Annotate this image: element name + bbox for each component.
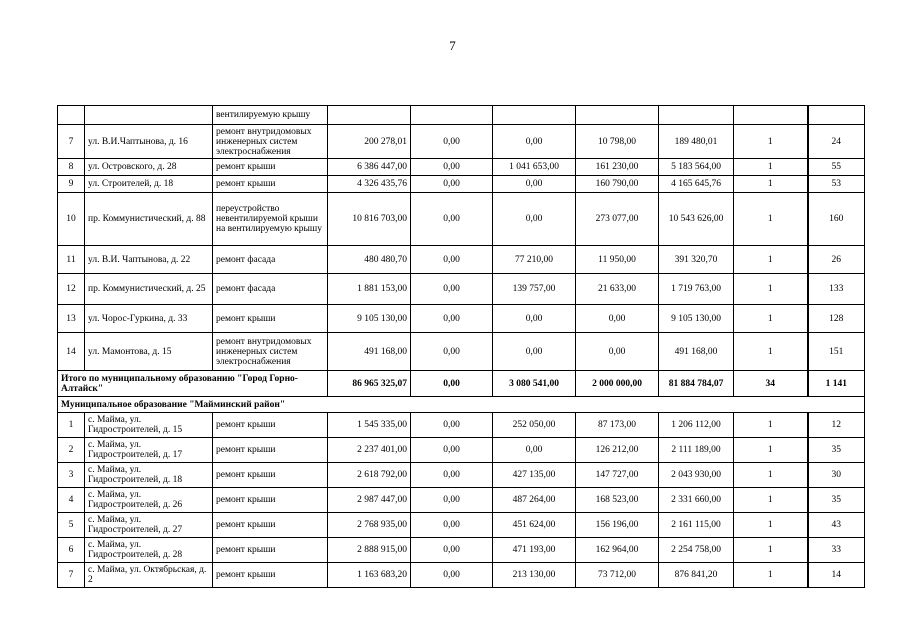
regional-funds-cell: 427 135,00 [493, 463, 576, 488]
table-body [58, 106, 865, 588]
buildings-count-cell: 1 [734, 488, 808, 513]
local-funds-cell: 168 523,00 [576, 488, 659, 513]
residents-count-cell: 24 [808, 125, 865, 159]
regional-funds-cell: 0,00 [493, 438, 576, 463]
total-cost-cell: 9 105 130,00 [328, 305, 411, 333]
federal-funds-cell: 0,00 [411, 438, 493, 463]
address-cell: с. Майма, ул. Гидростроителей, д. 28 [85, 538, 213, 563]
buildings-count-cell: 1 [734, 538, 808, 563]
address-cell: ул. Чорос-Гуркина, д. 33 [85, 305, 213, 333]
address-cell: с. Майма, ул. Гидростроителей, д. 27 [85, 513, 213, 538]
row-number-cell: 2 [58, 438, 85, 463]
residents-count-cell: 35 [808, 438, 865, 463]
row-number-cell: 4 [58, 488, 85, 513]
owners-funds-cell: 2 111 189,00 [659, 438, 734, 463]
owners-funds-cell: 2 331 660,00 [659, 488, 734, 513]
total-cost-cell: 86 965 325,07 [328, 371, 411, 397]
address-cell: ул. Островского, д. 28 [85, 159, 213, 176]
buildings-count-cell [734, 106, 808, 125]
local-funds-cell: 162 964,00 [576, 538, 659, 563]
table-row [58, 193, 865, 246]
buildings-count-cell: 1 [734, 333, 808, 371]
total-cost-cell: 491 168,00 [328, 333, 411, 371]
page-number: 7 [449, 38, 456, 53]
work-type-cell: ремонт фасада [213, 274, 328, 305]
section-label-cell: Муниципальное образование "Майминский район" [58, 397, 865, 413]
row-number-cell: 13 [58, 305, 85, 333]
row-number-cell: 14 [58, 333, 85, 371]
buildings-count-cell: 1 [734, 463, 808, 488]
total-cost-cell: 2 987 447,00 [328, 488, 411, 513]
work-type-cell: ремонт крыши [213, 563, 328, 588]
address-cell: ул. В.И. Чаптынова, д. 22 [85, 246, 213, 274]
residents-count-cell: 160 [808, 193, 865, 246]
owners-funds-cell: 391 320,70 [659, 246, 734, 274]
total-cost-cell: 2 888 915,00 [328, 538, 411, 563]
residents-count-cell: 30 [808, 463, 865, 488]
address-cell: пр. Коммунистический, д. 88 [85, 193, 213, 246]
total-cost-cell: 1 881 153,00 [328, 274, 411, 305]
local-funds-cell: 2 000 000,00 [576, 371, 659, 397]
federal-funds-cell: 0,00 [411, 488, 493, 513]
regional-funds-cell: 487 264,00 [493, 488, 576, 513]
table-row [58, 438, 865, 463]
total-cost-cell: 200 278,01 [328, 125, 411, 159]
residents-count-cell: 35 [808, 488, 865, 513]
work-type-cell: вентилируемую крышу [213, 106, 328, 125]
federal-funds-cell: 0,00 [411, 563, 493, 588]
table-row [58, 125, 865, 159]
residents-count-cell: 33 [808, 538, 865, 563]
work-type-cell: переустройство невентилируемой крыши на вентилируемую крышу [213, 193, 328, 246]
regional-funds-cell: 0,00 [493, 176, 576, 193]
total-cost-cell: 2 237 401,00 [328, 438, 411, 463]
table-row [58, 333, 865, 371]
buildings-count-cell: 1 [734, 246, 808, 274]
address-cell: с. Майма, ул. Гидростроителей, д. 15 [85, 413, 213, 438]
work-type-cell: ремонт крыши [213, 438, 328, 463]
regional-funds-cell: 0,00 [493, 333, 576, 371]
total-row [58, 371, 865, 397]
local-funds-cell: 21 633,00 [576, 274, 659, 305]
local-funds-cell: 0,00 [576, 333, 659, 371]
row-number-cell: 6 [58, 538, 85, 563]
local-funds-cell: 87 173,00 [576, 413, 659, 438]
owners-funds-cell: 876 841,20 [659, 563, 734, 588]
federal-funds-cell: 0,00 [411, 274, 493, 305]
row-number-cell: 5 [58, 513, 85, 538]
total-cost-cell: 1 545 335,00 [328, 413, 411, 438]
address-cell: с. Майма, ул. Гидростроителей, д. 18 [85, 463, 213, 488]
local-funds-cell: 10 798,00 [576, 125, 659, 159]
total-cost-cell: 6 386 447,00 [328, 159, 411, 176]
local-funds-cell: 161 230,00 [576, 159, 659, 176]
regional-funds-cell: 0,00 [493, 305, 576, 333]
row-number-cell: 9 [58, 176, 85, 193]
repair-program-table [57, 105, 865, 588]
buildings-count-cell: 1 [734, 305, 808, 333]
work-type-cell: ремонт крыши [213, 305, 328, 333]
table-row [58, 413, 865, 438]
owners-funds-cell: 4 165 645,76 [659, 176, 734, 193]
buildings-count-cell: 1 [734, 563, 808, 588]
local-funds-cell: 156 196,00 [576, 513, 659, 538]
regional-funds-cell: 77 210,00 [493, 246, 576, 274]
federal-funds-cell: 0,00 [411, 159, 493, 176]
federal-funds-cell: 0,00 [411, 193, 493, 246]
owners-funds-cell: 1 719 763,00 [659, 274, 734, 305]
regional-funds-cell [493, 106, 576, 125]
row-number-cell: 11 [58, 246, 85, 274]
work-type-cell: ремонт внутридомовых инженерных систем электроснабжения [213, 125, 328, 159]
federal-funds-cell: 0,00 [411, 176, 493, 193]
buildings-count-cell: 1 [734, 413, 808, 438]
residents-count-cell: 128 [808, 305, 865, 333]
buildings-count-cell: 1 [734, 513, 808, 538]
regional-funds-cell: 471 193,00 [493, 538, 576, 563]
address-cell: ул. Мамонтова, д. 15 [85, 333, 213, 371]
table-row [58, 305, 865, 333]
total-cost-cell: 480 480,70 [328, 246, 411, 274]
residents-count-cell: 151 [808, 333, 865, 371]
regional-funds-cell: 252 050,00 [493, 413, 576, 438]
work-type-cell: ремонт крыши [213, 538, 328, 563]
address-cell: пр. Коммунистический, д. 25 [85, 274, 213, 305]
federal-funds-cell: 0,00 [411, 463, 493, 488]
local-funds-cell: 73 712,00 [576, 563, 659, 588]
address-cell: ул. В.И.Чаптынова, д. 16 [85, 125, 213, 159]
buildings-count-cell: 1 [734, 438, 808, 463]
total-cost-cell: 4 326 435,76 [328, 176, 411, 193]
federal-funds-cell [411, 106, 493, 125]
buildings-count-cell: 1 [734, 159, 808, 176]
table-row [58, 563, 865, 588]
work-type-cell: ремонт фасада [213, 246, 328, 274]
work-type-cell: ремонт крыши [213, 463, 328, 488]
table-row [58, 488, 865, 513]
table-row [58, 159, 865, 176]
local-funds-cell [576, 106, 659, 125]
residents-count-cell: 55 [808, 159, 865, 176]
total-cost-cell [328, 106, 411, 125]
federal-funds-cell: 0,00 [411, 333, 493, 371]
federal-funds-cell: 0,00 [411, 246, 493, 274]
owners-funds-cell: 491 168,00 [659, 333, 734, 371]
regional-funds-cell: 139 757,00 [493, 274, 576, 305]
regional-funds-cell: 0,00 [493, 125, 576, 159]
table-row [58, 463, 865, 488]
owners-funds-cell [659, 106, 734, 125]
residents-count-cell: 133 [808, 274, 865, 305]
local-funds-cell: 160 790,00 [576, 176, 659, 193]
owners-funds-cell: 10 543 626,00 [659, 193, 734, 246]
residents-count-cell: 26 [808, 246, 865, 274]
local-funds-cell: 11 950,00 [576, 246, 659, 274]
total-cost-cell: 2 618 792,00 [328, 463, 411, 488]
residents-count-cell: 53 [808, 176, 865, 193]
buildings-count-cell: 1 [734, 176, 808, 193]
work-type-cell: ремонт крыши [213, 488, 328, 513]
regional-funds-cell: 213 130,00 [493, 563, 576, 588]
residents-count-cell: 14 [808, 563, 865, 588]
row-number-cell: 10 [58, 193, 85, 246]
owners-funds-cell: 9 105 130,00 [659, 305, 734, 333]
address-cell: с. Майма, ул. Октябрьская, д. 2 [85, 563, 213, 588]
work-type-cell: ремонт крыши [213, 513, 328, 538]
residents-count-cell: 43 [808, 513, 865, 538]
work-type-cell: ремонт крыши [213, 413, 328, 438]
row-number-cell: 3 [58, 463, 85, 488]
residents-count-cell: 12 [808, 413, 865, 438]
local-funds-cell: 126 212,00 [576, 438, 659, 463]
buildings-count-cell: 34 [734, 371, 808, 397]
local-funds-cell: 0,00 [576, 305, 659, 333]
work-type-cell: ремонт крыши [213, 176, 328, 193]
federal-funds-cell: 0,00 [411, 305, 493, 333]
owners-funds-cell: 2 254 758,00 [659, 538, 734, 563]
row-number-cell: 7 [58, 125, 85, 159]
table-row [58, 246, 865, 274]
local-funds-cell: 147 727,00 [576, 463, 659, 488]
address-cell: с. Майма, ул. Гидростроителей, д. 26 [85, 488, 213, 513]
row-number-cell: 7 [58, 563, 85, 588]
owners-funds-cell: 2 043 930,00 [659, 463, 734, 488]
row-number-cell [58, 106, 85, 125]
table-row [58, 106, 865, 125]
buildings-count-cell: 1 [734, 193, 808, 246]
address-cell [85, 106, 213, 125]
regional-funds-cell: 1 041 653,00 [493, 159, 576, 176]
row-number-cell: 12 [58, 274, 85, 305]
regional-funds-cell: 0,00 [493, 193, 576, 246]
federal-funds-cell: 0,00 [411, 413, 493, 438]
table-row [58, 274, 865, 305]
owners-funds-cell: 81 884 784,07 [659, 371, 734, 397]
residents-count-cell: 1 141 [808, 371, 865, 397]
total-cost-cell: 2 768 935,00 [328, 513, 411, 538]
regional-funds-cell: 451 624,00 [493, 513, 576, 538]
address-cell: ул. Строителей, д. 18 [85, 176, 213, 193]
total-cost-cell: 10 816 703,00 [328, 193, 411, 246]
federal-funds-cell: 0,00 [411, 513, 493, 538]
owners-funds-cell: 5 183 564,00 [659, 159, 734, 176]
address-cell: с. Майма, ул. Гидростроителей, д. 17 [85, 438, 213, 463]
local-funds-cell: 273 077,00 [576, 193, 659, 246]
regional-funds-cell: 3 080 541,00 [493, 371, 576, 397]
row-number-cell: 8 [58, 159, 85, 176]
work-type-cell: ремонт крыши [213, 159, 328, 176]
buildings-count-cell: 1 [734, 274, 808, 305]
federal-funds-cell: 0,00 [411, 125, 493, 159]
federal-funds-cell: 0,00 [411, 371, 493, 397]
owners-funds-cell: 1 206 112,00 [659, 413, 734, 438]
owners-funds-cell: 2 161 115,00 [659, 513, 734, 538]
total-cost-cell: 1 163 683,20 [328, 563, 411, 588]
buildings-count-cell: 1 [734, 125, 808, 159]
owners-funds-cell: 189 480,01 [659, 125, 734, 159]
section-header-row [58, 397, 865, 413]
table-row [58, 513, 865, 538]
work-type-cell: ремонт внутридомовых инженерных систем электроснабжения [213, 333, 328, 371]
total-label-cell: Итого по муниципальному образованию "Город Горно-Алтайск" [58, 371, 328, 397]
table-row [58, 176, 865, 193]
table-row [58, 538, 865, 563]
row-number-cell: 1 [58, 413, 85, 438]
residents-count-cell [808, 106, 865, 125]
federal-funds-cell: 0,00 [411, 538, 493, 563]
